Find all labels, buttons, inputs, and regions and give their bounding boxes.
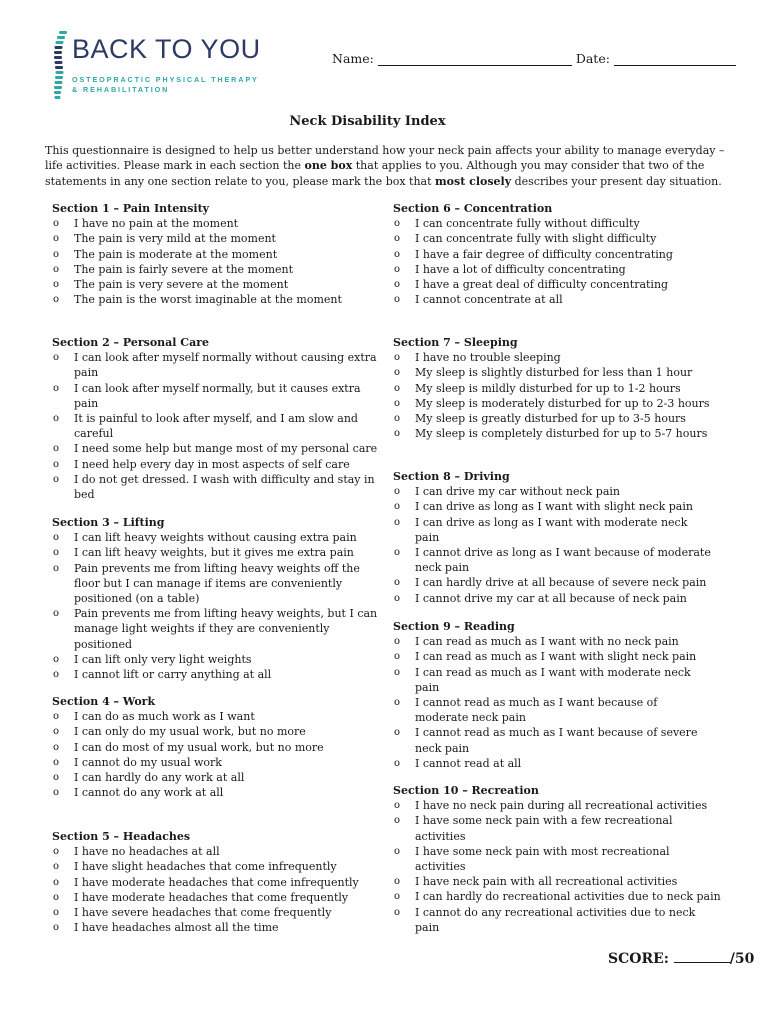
- option-label: I have no trouble sleeping: [415, 351, 561, 365]
- option-item[interactable]: [393, 874, 723, 889]
- option-label: I have neck pain with all recreational activities: [415, 875, 678, 889]
- option-label: I have slight headaches that come infrequently: [74, 860, 337, 874]
- option-label: Pain prevents me from lifting heavy weights, but I can manage light weights if they are conveniently positioned: [74, 607, 378, 651]
- option-item[interactable]: [52, 411, 382, 441]
- checkbox-circle-icon[interactable]: o: [394, 279, 401, 291]
- spine-icon: [50, 30, 70, 102]
- option-label: I have no pain at the moment: [74, 217, 239, 231]
- option-label: I can do most of my usual work, but no more: [74, 740, 324, 754]
- option-label: I have some neck pain with a few recreational activities: [415, 814, 673, 843]
- checkbox-circle-icon[interactable]: o: [394, 697, 401, 709]
- checkbox-circle-icon[interactable]: o: [53, 787, 60, 799]
- option-label: I cannot read as much as I want because of severe neck pain: [415, 726, 698, 755]
- option-item[interactable]: [393, 350, 723, 365]
- option-label: I can concentrate fully without difficulty: [415, 217, 640, 231]
- checkbox-circle-icon[interactable]: o: [53, 711, 60, 723]
- section-recreation: [393, 783, 723, 935]
- option-label: The pain is the worst imaginable at the moment: [74, 293, 342, 307]
- checkbox-circle-icon[interactable]: o: [53, 532, 60, 544]
- option-label: I cannot read as much as I want because of moderate neck pain: [415, 696, 658, 725]
- option-item[interactable]: [52, 770, 382, 785]
- option-item[interactable]: [393, 426, 723, 441]
- section-pain-intensity: [52, 201, 382, 307]
- checkbox-circle-icon[interactable]: o: [394, 876, 401, 888]
- option-item[interactable]: [393, 216, 723, 231]
- option-label: I cannot do my usual work: [74, 755, 222, 769]
- checkbox-circle-icon[interactable]: o: [53, 562, 60, 574]
- option-label: I can drive my car without neck pain: [415, 485, 620, 499]
- option-label: I have moderate headaches that come frequently: [74, 890, 349, 904]
- option-item[interactable]: [52, 381, 382, 411]
- intro-paragraph: [45, 143, 745, 189]
- option-label: I have moderate headaches that come infrequently: [74, 875, 359, 889]
- option-item[interactable]: [52, 561, 382, 607]
- checkbox-circle-icon[interactable]: o: [53, 248, 60, 260]
- option-label: I have some neck pain with most recreational activities: [415, 844, 670, 874]
- checkbox-circle-icon[interactable]: o: [394, 727, 401, 739]
- option-item[interactable]: [52, 247, 382, 262]
- section-headaches: [52, 829, 382, 935]
- checkbox-circle-icon[interactable]: o: [394, 233, 401, 245]
- checkbox-circle-icon[interactable]: o: [53, 891, 60, 903]
- option-label: I can lift heavy weights, but it gives me extra pain: [74, 546, 354, 560]
- option-label: I cannot read at all: [415, 756, 522, 770]
- score-field[interactable]: [674, 950, 730, 963]
- checkbox-circle-icon[interactable]: o: [53, 669, 60, 681]
- score: [608, 950, 754, 967]
- option-label: I can do as much work as I want: [74, 710, 255, 724]
- option-item[interactable]: [393, 515, 713, 545]
- option-item[interactable]: [52, 859, 382, 874]
- section-title: Section 3 – Lifting: [52, 516, 165, 529]
- option-item[interactable]: [52, 667, 382, 682]
- option-label: I can lift only very light weights: [74, 652, 252, 666]
- option-item[interactable]: [393, 411, 723, 426]
- checkbox-circle-icon[interactable]: o: [53, 922, 60, 934]
- option-label: I need some help but mange most of my personal care: [74, 442, 378, 456]
- checkbox-circle-icon[interactable]: o: [53, 279, 60, 291]
- option-label: I have no headaches at all: [74, 845, 220, 859]
- checkbox-circle-icon[interactable]: o: [394, 845, 401, 857]
- page-title: Neck Disability Index: [289, 114, 446, 129]
- option-list: [393, 634, 713, 771]
- checkbox-circle-icon[interactable]: o: [394, 577, 401, 589]
- option-label: Pain prevents me from lifting heavy weights off the floor but I can manage if items are conveniently positioned (on a table): [74, 561, 360, 606]
- option-item[interactable]: [52, 231, 382, 246]
- section-lifting: [52, 515, 382, 682]
- checkbox-circle-icon[interactable]: o: [394, 428, 401, 440]
- option-label: I can read as much as I want with slight neck pain: [415, 650, 697, 664]
- intro-text: describes your present day situation.: [511, 174, 722, 188]
- section-title: Section 10 – Recreation: [393, 784, 539, 797]
- option-label: I cannot drive my car at all because of neck pain: [415, 591, 687, 605]
- checkbox-circle-icon[interactable]: o: [394, 800, 401, 812]
- option-label: I have a fair degree of difficulty concentrating: [415, 247, 673, 261]
- checkbox-circle-icon[interactable]: o: [394, 891, 401, 903]
- option-item[interactable]: [393, 798, 723, 813]
- option-label: I can concentrate fully with slight difficulty: [415, 232, 657, 246]
- name-label: Name:: [332, 51, 374, 66]
- option-label: I cannot drive as long as I want because of moderate neck pain: [415, 546, 711, 575]
- logo-subtitle-line2: & REHABILITATION: [72, 85, 170, 94]
- section-title: Section 4 – Work: [52, 695, 156, 708]
- option-item[interactable]: [393, 381, 723, 396]
- option-item[interactable]: [52, 545, 382, 560]
- option-item[interactable]: [52, 920, 382, 935]
- checkbox-circle-icon[interactable]: o: [394, 501, 401, 513]
- option-item[interactable]: [52, 785, 382, 800]
- name-field[interactable]: [378, 51, 572, 66]
- option-item[interactable]: [52, 216, 382, 231]
- option-item[interactable]: [52, 457, 382, 472]
- option-label: It is painful to look after myself, and I am slow and careful: [74, 412, 358, 441]
- option-label: I can drive as long as I want with moderate neck pain: [415, 515, 688, 544]
- checkbox-circle-icon[interactable]: o: [53, 907, 60, 919]
- section-personal-care: [52, 335, 382, 502]
- option-item[interactable]: [393, 649, 713, 664]
- option-label: My sleep is moderately disturbed for up to 2-3 hours: [415, 396, 710, 410]
- logo: [50, 30, 280, 102]
- checkbox-circle-icon[interactable]: o: [53, 458, 60, 470]
- option-item[interactable]: [52, 755, 382, 770]
- option-label: I can only do my usual work, but no more: [74, 725, 306, 739]
- option-label: My sleep is mildly disturbed for up to 1-2 hours: [415, 381, 681, 395]
- checkbox-circle-icon[interactable]: o: [394, 636, 401, 648]
- checkbox-circle-icon[interactable]: o: [53, 772, 60, 784]
- checkbox-circle-icon[interactable]: o: [53, 876, 60, 888]
- section-sleeping: [393, 335, 723, 441]
- checkbox-circle-icon[interactable]: o: [394, 815, 401, 827]
- score-max: /50: [729, 951, 755, 967]
- option-label: I can drive as long as I want with slight neck pain: [415, 500, 693, 514]
- option-item[interactable]: [393, 499, 713, 514]
- checkbox-circle-icon[interactable]: o: [53, 861, 60, 873]
- option-item[interactable]: [393, 695, 713, 725]
- option-label: I have a lot of difficulty concentrating: [415, 262, 626, 276]
- checkbox-circle-icon[interactable]: o: [53, 547, 60, 559]
- checkbox-circle-icon[interactable]: o: [394, 367, 401, 379]
- option-item[interactable]: [393, 844, 723, 874]
- option-label: I have a great deal of difficulty concentrating: [415, 278, 669, 292]
- option-item[interactable]: [393, 365, 723, 380]
- checkbox-circle-icon[interactable]: o: [394, 516, 401, 528]
- option-item[interactable]: [52, 709, 382, 724]
- option-item[interactable]: [393, 634, 713, 649]
- option-item[interactable]: [393, 813, 723, 843]
- option-label: I can hardly do any work at all: [74, 771, 245, 785]
- option-list: [393, 484, 713, 606]
- option-item[interactable]: [52, 652, 382, 667]
- checkbox-circle-icon[interactable]: o: [394, 757, 401, 769]
- option-item[interactable]: [393, 575, 713, 590]
- option-list: [393, 798, 723, 935]
- date-field[interactable]: [614, 51, 736, 66]
- date-label: Date:: [575, 51, 610, 66]
- option-item[interactable]: [393, 545, 713, 575]
- checkbox-circle-icon[interactable]: o: [53, 382, 60, 394]
- option-list: [393, 350, 723, 441]
- option-item[interactable]: [393, 725, 713, 755]
- checkbox-circle-icon[interactable]: o: [53, 608, 60, 620]
- option-label: The pain is very mild at the moment: [74, 232, 276, 246]
- section-title: Section 6 – Concentration: [393, 202, 553, 215]
- checkbox-circle-icon[interactable]: o: [394, 397, 401, 409]
- checkbox-circle-icon[interactable]: o: [53, 473, 60, 485]
- option-label: I can hardly drive at all because of severe neck pain: [415, 576, 707, 590]
- option-label: I cannot do any work at all: [74, 786, 224, 800]
- option-label: The pain is very severe at the moment: [74, 278, 289, 292]
- checkbox-circle-icon[interactable]: o: [53, 653, 60, 665]
- option-item[interactable]: [52, 292, 382, 307]
- section-concentration: [393, 201, 723, 307]
- checkbox-circle-icon[interactable]: o: [53, 263, 60, 275]
- option-item[interactable]: [52, 441, 382, 456]
- option-item[interactable]: [52, 844, 382, 859]
- option-item[interactable]: [393, 665, 713, 695]
- section-reading: [393, 619, 713, 771]
- option-list: [52, 844, 382, 935]
- intro-text: This questionnaire is designed to help us better understand how your neck pain affects your ability to manage everyday – life activities. Please mark in each section the: [45, 144, 725, 173]
- option-item[interactable]: [52, 472, 382, 502]
- checkbox-circle-icon[interactable]: o: [394, 547, 401, 559]
- checkbox-circle-icon[interactable]: o: [394, 486, 401, 498]
- option-label: I can hardly do recreational activities due to neck pain: [415, 890, 721, 904]
- option-label: I can read as much as I want with no neck pain: [415, 635, 679, 649]
- checkbox-circle-icon[interactable]: o: [53, 352, 60, 364]
- section-title: Section 8 – Driving: [393, 470, 510, 483]
- option-item[interactable]: [52, 905, 382, 920]
- logo-title: BACK TO YOU: [72, 34, 261, 64]
- section-work: [52, 694, 382, 800]
- intro-emphasis: most closely: [435, 174, 512, 188]
- option-item[interactable]: [52, 262, 382, 277]
- option-item[interactable]: [52, 890, 382, 905]
- option-item[interactable]: [52, 875, 382, 890]
- checkbox-circle-icon[interactable]: o: [53, 726, 60, 738]
- option-item[interactable]: [393, 905, 723, 935]
- option-item[interactable]: [393, 247, 723, 262]
- option-item[interactable]: [393, 262, 723, 277]
- option-label: The pain is fairly severe at the moment: [74, 262, 294, 276]
- checkbox-circle-icon[interactable]: o: [394, 382, 401, 394]
- section-title: Section 5 – Headaches: [52, 830, 191, 843]
- section-title: Section 1 – Pain Intensity: [52, 202, 210, 215]
- option-label: I have no neck pain during all recreational activities: [415, 799, 708, 813]
- option-label: I cannot lift or carry anything at all: [74, 668, 272, 682]
- option-label: I can lift heavy weights without causing extra pain: [74, 531, 357, 545]
- name-date-row: [332, 51, 736, 66]
- option-label: I have severe headaches that come frequently: [74, 906, 332, 920]
- option-label: I can look after myself normally without causing extra pain: [74, 351, 377, 380]
- option-label: My sleep is completely disturbed for up to 5-7 hours: [415, 427, 708, 441]
- checkbox-circle-icon[interactable]: o: [53, 756, 60, 768]
- section-title: Section 2 – Personal Care: [52, 336, 209, 349]
- score-label: SCORE:: [608, 951, 669, 967]
- checkbox-circle-icon[interactable]: o: [53, 218, 60, 230]
- option-list: [393, 216, 723, 307]
- section-title: Section 7 – Sleeping: [393, 336, 518, 349]
- option-label: I do not get dressed. I wash with difficulty and stay in bed: [74, 472, 375, 502]
- section-driving: [393, 469, 713, 606]
- section-title: Section 9 – Reading: [393, 620, 515, 633]
- option-label: My sleep is slightly disturbed for less than 1 hour: [415, 366, 693, 380]
- intro-emphasis: one box: [304, 159, 353, 173]
- checkbox-circle-icon[interactable]: o: [394, 263, 401, 275]
- option-list: [52, 350, 382, 502]
- option-item[interactable]: [393, 889, 723, 904]
- option-item[interactable]: [393, 484, 713, 499]
- checkbox-circle-icon[interactable]: o: [394, 248, 401, 260]
- option-label: I cannot do any recreational activities due to neck pain: [415, 905, 696, 934]
- option-item[interactable]: [52, 606, 382, 652]
- checkbox-circle-icon[interactable]: o: [394, 294, 401, 306]
- checkbox-circle-icon[interactable]: o: [394, 651, 401, 663]
- option-item[interactable]: [52, 277, 382, 292]
- checkbox-circle-icon[interactable]: o: [394, 218, 401, 230]
- option-label: I have headaches almost all the time: [74, 921, 279, 935]
- checkbox-circle-icon[interactable]: o: [394, 592, 401, 604]
- checkbox-circle-icon[interactable]: o: [53, 413, 60, 425]
- checkbox-circle-icon[interactable]: o: [394, 906, 401, 918]
- option-item[interactable]: [52, 740, 382, 755]
- checkbox-circle-icon[interactable]: o: [394, 352, 401, 364]
- option-list: [52, 530, 382, 682]
- option-item[interactable]: [393, 292, 723, 307]
- option-list: [52, 216, 382, 307]
- option-item[interactable]: [52, 724, 382, 739]
- checkbox-circle-icon[interactable]: o: [53, 443, 60, 455]
- option-item[interactable]: [393, 756, 713, 771]
- checkbox-circle-icon[interactable]: o: [53, 233, 60, 245]
- option-item[interactable]: [393, 231, 723, 246]
- option-label: I can look after myself normally, but it causes extra pain: [74, 381, 361, 410]
- option-item[interactable]: [52, 350, 382, 380]
- option-label: I need help every day in most aspects of self care: [74, 457, 350, 471]
- checkbox-circle-icon[interactable]: o: [394, 413, 401, 425]
- checkbox-circle-icon[interactable]: o: [53, 741, 60, 753]
- option-label: I can read as much as I want with moderate neck pain: [415, 665, 691, 694]
- option-item[interactable]: [393, 591, 713, 606]
- option-item[interactable]: [393, 277, 723, 292]
- logo-subtitle-line1: OSTEOPRACTIC PHYSICAL THERAPY: [72, 75, 259, 84]
- option-item[interactable]: [393, 396, 723, 411]
- intro-text: that applies to you. Although you may consider that two of the statements in any one section relate to you, please mark the box that: [45, 159, 705, 188]
- checkbox-circle-icon[interactable]: o: [53, 294, 60, 306]
- option-list: [52, 709, 382, 800]
- option-label: The pain is moderate at the moment: [74, 247, 278, 261]
- option-label: I cannot concentrate at all: [415, 293, 563, 307]
- option-item[interactable]: [52, 530, 382, 545]
- option-label: My sleep is greatly disturbed for up to 3-5 hours: [415, 412, 686, 426]
- checkbox-circle-icon[interactable]: o: [53, 846, 60, 858]
- checkbox-circle-icon[interactable]: o: [394, 666, 401, 678]
